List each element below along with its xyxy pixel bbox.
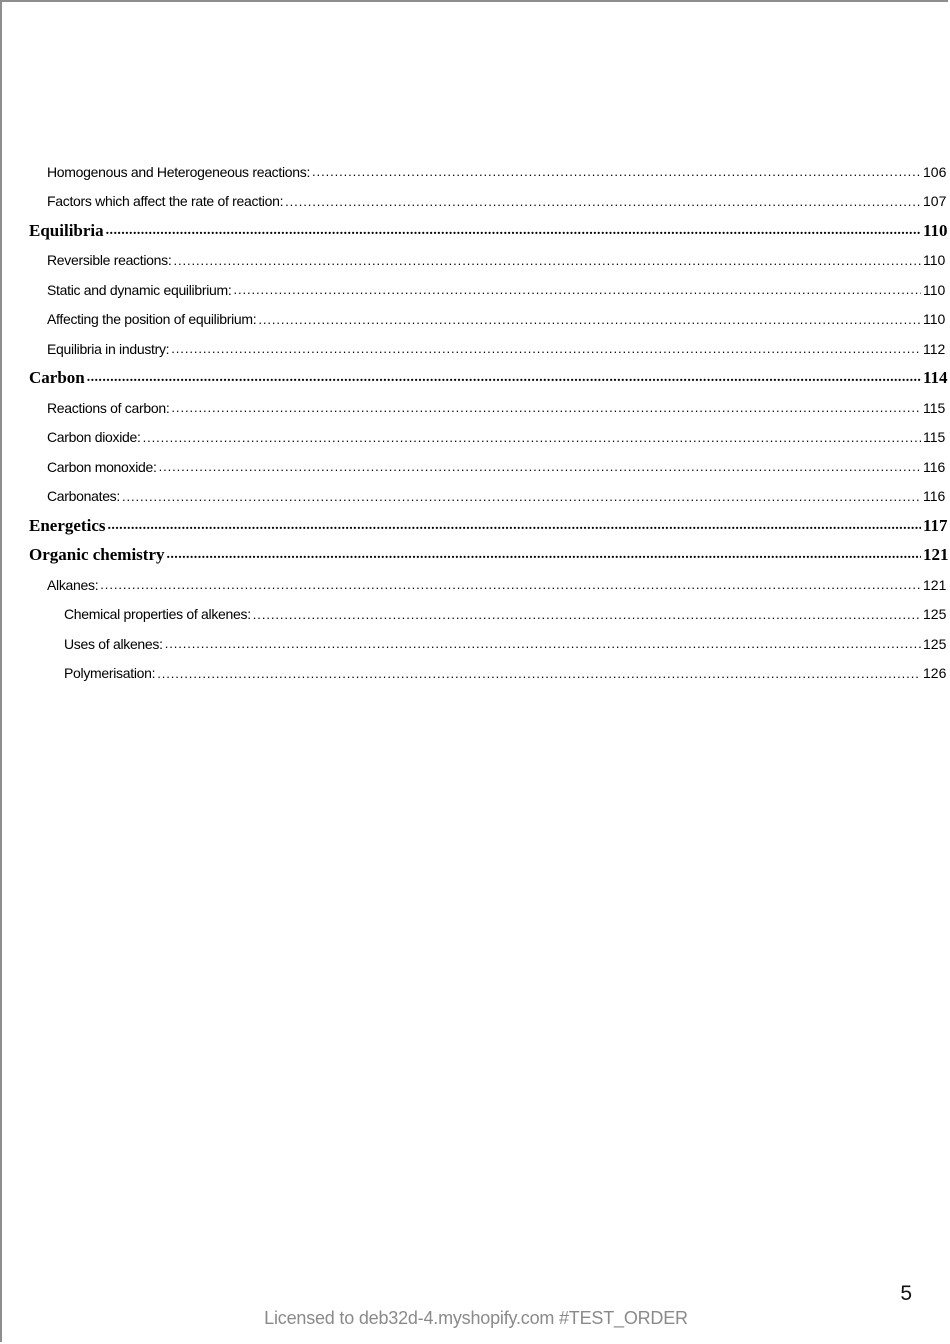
toc-leader-dots <box>157 666 921 681</box>
toc-entry-title: Equilibria <box>29 220 104 240</box>
toc-entry-title: Carbon <box>29 368 85 388</box>
toc-entry-title: Reversible reactions: <box>47 252 172 269</box>
toc-entry-page: 115 <box>923 429 946 446</box>
toc-entry[interactable] <box>2 423 948 453</box>
toc-entry-title: Polymerisation: <box>64 665 156 682</box>
toc-entry-page: 116 <box>923 488 946 505</box>
toc-leader-dots <box>106 223 921 239</box>
toc-entry-title: Static and dynamic equilibrium: <box>47 281 232 298</box>
toc-entry-page: 112 <box>923 340 946 357</box>
page-number: 5 <box>900 1282 912 1305</box>
toc-entry-page: 125 <box>923 635 947 652</box>
toc-entry-title: Organic chemistry <box>29 545 165 565</box>
toc-entry-page: 116 <box>923 458 946 475</box>
toc-entry-page: 121 <box>923 576 947 593</box>
toc-entry-title: Carbon monoxide: <box>47 458 157 475</box>
toc-entry-page: 107 <box>923 193 947 210</box>
toc-entry[interactable] <box>2 334 948 364</box>
toc-entry-page: 110 <box>923 311 946 328</box>
toc-entry-title: Energetics <box>29 515 106 535</box>
toc-leader-dots <box>258 312 921 327</box>
toc-subentry[interactable] <box>2 659 948 689</box>
toc-subentry[interactable] <box>2 600 948 630</box>
toc-entry[interactable] <box>2 452 948 482</box>
toc-entry-page: 125 <box>923 606 947 623</box>
toc-entry-title: Carbonates: <box>47 488 120 505</box>
toc-entry[interactable] <box>2 187 948 217</box>
license-footer <box>2 1308 948 1329</box>
toc-entry-page: 115 <box>923 399 946 416</box>
toc-entry-title: Carbon dioxide: <box>47 429 141 446</box>
toc-chapter-entry[interactable] <box>2 541 948 571</box>
toc-entry-page: 110 <box>923 220 948 240</box>
toc-entry[interactable] <box>2 157 948 187</box>
toc-subentry[interactable] <box>2 629 948 659</box>
toc-leader-dots <box>107 518 921 534</box>
toc-leader-dots <box>312 164 921 179</box>
toc-leader-dots <box>100 577 921 592</box>
toc-leader-dots <box>171 341 921 356</box>
toc-entry[interactable] <box>2 482 948 512</box>
toc-entry-title: Chemical properties of alkenes: <box>64 606 251 623</box>
toc-entry[interactable] <box>2 246 948 276</box>
toc-entry[interactable] <box>2 393 948 423</box>
license-text: Licensed to deb32d-4.myshopify.com #TEST_ORDER <box>264 1308 688 1328</box>
toc-leader-dots <box>253 607 921 622</box>
table-of-contents <box>2 157 948 688</box>
toc-entry-title: Affecting the position of equilibrium: <box>47 311 257 328</box>
toc-entry-title: Factors which affect the rate of reaction: <box>47 193 284 210</box>
toc-entry[interactable] <box>2 570 948 600</box>
toc-leader-dots <box>143 430 921 445</box>
toc-entry-page: 110 <box>923 252 946 269</box>
toc-entry-title: Homogenous and Heterogeneous reactions: <box>47 163 311 180</box>
toc-leader-dots <box>173 253 921 268</box>
toc-leader-dots <box>159 459 921 474</box>
toc-entry-title: Uses of alkenes: <box>64 635 163 652</box>
toc-entry-title: Alkanes: <box>47 576 99 593</box>
toc-leader-dots <box>165 636 921 651</box>
toc-entry-page: 114 <box>923 368 948 388</box>
toc-entry[interactable] <box>2 305 948 335</box>
toc-chapter-entry[interactable] <box>2 364 948 394</box>
toc-leader-dots <box>285 194 921 209</box>
toc-entry-title: Reactions of carbon: <box>47 399 170 416</box>
toc-entry-page: 117 <box>923 515 948 535</box>
toc-entry-page: 110 <box>923 281 946 298</box>
toc-leader-dots <box>122 489 921 504</box>
toc-entry-page: 106 <box>923 163 947 180</box>
toc-leader-dots <box>171 400 921 415</box>
toc-entry[interactable] <box>2 275 948 305</box>
toc-entry-title: Equilibria in industry: <box>47 340 170 357</box>
toc-leader-dots <box>233 282 921 297</box>
toc-entry-page: 126 <box>923 665 947 682</box>
toc-chapter-entry[interactable] <box>2 511 948 541</box>
toc-chapter-entry[interactable] <box>2 216 948 246</box>
toc-leader-dots <box>167 547 922 563</box>
toc-leader-dots <box>87 370 921 386</box>
toc-entry-page: 121 <box>923 545 948 565</box>
